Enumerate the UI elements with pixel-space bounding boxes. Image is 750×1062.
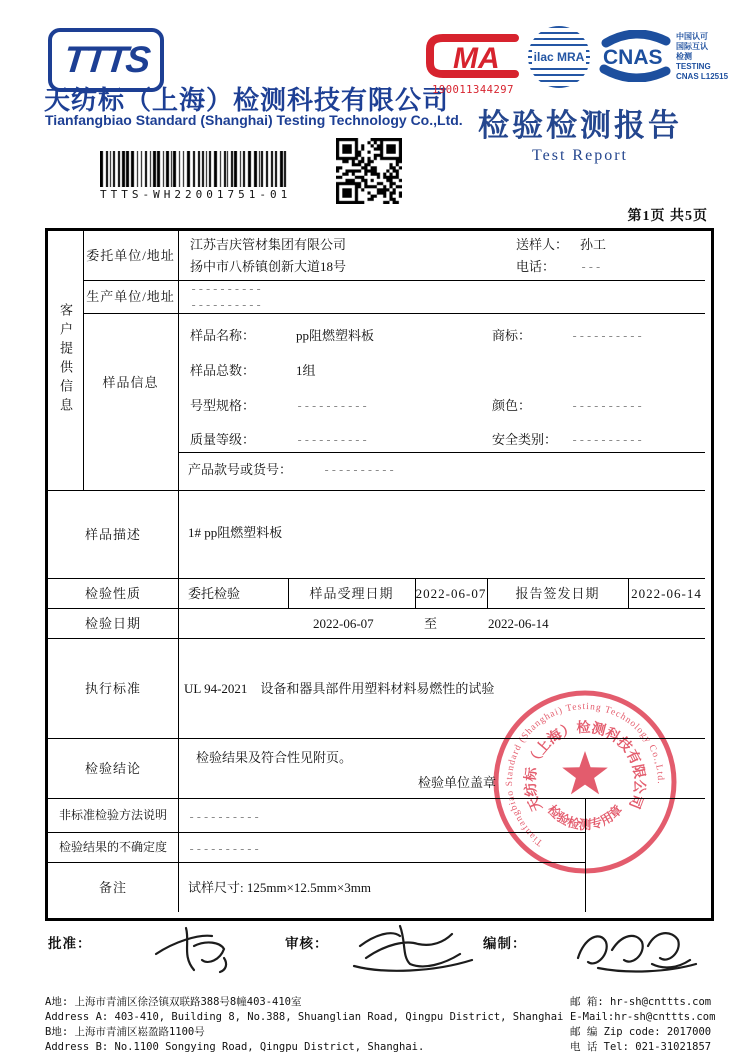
footer-tel: 电 话 Tel: 021-31021857 <box>570 1041 712 1053</box>
official-seal-stamp <box>490 687 680 877</box>
nonstandard-label: 非标准检验方法说明 <box>58 807 167 822</box>
cnas-side-line: 国际互认 <box>676 42 708 51</box>
model-value: ---------- <box>296 399 369 413</box>
grade-label: 质量等级： <box>190 432 256 447</box>
ttts-logo-text: TTTS <box>61 39 151 80</box>
remark-value: 试样尺寸: 125mm×12.5mm×3mm <box>188 880 371 895</box>
cma-accreditation-icon <box>423 30 523 84</box>
entrust-unit-label: 委托单位/地址 <box>86 248 175 263</box>
barcode-text: TTTS-WH22001751-01 <box>100 188 292 201</box>
receive-date-label: 样品受理日期 <box>309 585 394 601</box>
product-no-value: ---------- <box>323 463 396 477</box>
safety-label: 安全类别： <box>492 432 558 447</box>
prepare-signature <box>568 916 703 978</box>
producer-unit-label: 生产单位/地址 <box>86 289 175 304</box>
client-panel-vertical-label: 客户提供信息 <box>58 303 73 417</box>
inspection-date-label: 检验日期 <box>84 615 141 631</box>
model-label: 号型规格： <box>190 398 256 413</box>
trademark-value: ---------- <box>571 329 644 343</box>
safety-value: ---------- <box>571 433 644 447</box>
footer-zip: 邮 编 Zip code: 2017000 <box>570 1026 712 1038</box>
standard-value: UL 94-2021 设备和器具部件用塑料材料易燃性的试验 <box>184 681 495 696</box>
qr-code <box>336 138 402 204</box>
inspection-date-to-word: 至 <box>424 616 438 631</box>
inspection-nature-label: 检验性质 <box>84 585 141 601</box>
cnas-side-line: 中国认可 <box>676 32 708 41</box>
phone-value: --- <box>580 260 602 274</box>
phone-label: 电话： <box>516 259 556 274</box>
sample-name-label: 样品名称： <box>190 328 256 343</box>
footer-addr-b-en: Address B: No.1100 Songying Road, Qingpu District, Shanghai. <box>45 1041 425 1053</box>
producer-line1: ---------- <box>190 282 263 296</box>
cnas-side-line: 检测 <box>676 52 692 61</box>
review-signature <box>348 916 483 978</box>
standard-label: 执行标准 <box>84 680 141 696</box>
cnas-accreditation-icon <box>596 30 674 82</box>
cnas-side-line: CNAS L12515 <box>676 72 729 81</box>
entrust-unit-address: 扬中市八桥镇创新大道18号 <box>190 259 347 274</box>
ilac-mra-label: ilac MRA <box>533 50 585 64</box>
uncertainty-label: 检验结果的不确定度 <box>58 839 167 854</box>
color-label: 颜色： <box>492 398 532 413</box>
svg-text:检验检测专用章: 检验检测专用章 <box>544 802 626 833</box>
grade-value: ---------- <box>296 433 369 447</box>
footer-email-en: E-Mail:hr-sh@cnttts.com <box>570 1011 716 1023</box>
report-title <box>455 100 705 165</box>
review-label: 审核： <box>285 936 329 951</box>
svg-text:MA: MA <box>453 42 500 75</box>
company-name-cn: 天纺标（上海）检测科技有限公司 <box>44 86 450 115</box>
issue-date-value: 2022-06-14 <box>631 585 702 601</box>
nonstandard-value: ---------- <box>188 810 261 824</box>
remark-label: 备注 <box>98 879 127 895</box>
report-title-en: Test Report <box>532 147 628 164</box>
footer-addr-b-cn: B地: 上海市青浦区崧盈路1100号 <box>45 1026 205 1038</box>
company-name-en: Tianfangbiao Standard (Shanghai) Testing Technology Co.,Ltd. <box>45 112 463 128</box>
footer-addresses <box>45 995 563 1055</box>
barcode <box>100 151 288 187</box>
svg-text:天纺标（上海）检测科技有限公司: 天纺标（上海）检测科技有限公司 <box>523 720 647 814</box>
conclusion-value: 检验结果及符合性见附页。 <box>196 750 353 765</box>
sample-desc-value: 1# pp阻燃塑料板 <box>188 525 283 540</box>
sender-label: 送样人： <box>516 237 569 252</box>
svg-text:CNAS: CNAS <box>603 46 663 69</box>
trademark-label: 商标： <box>492 328 532 343</box>
receive-date-value: 2022-06-07 <box>415 585 487 601</box>
entrust-unit-name: 江苏吉庆管材集团有限公司 <box>190 237 347 252</box>
page-indicator: 第1页 共5页 <box>627 209 708 224</box>
sample-qty-value: 1组 <box>296 363 316 378</box>
inspection-date-from: 2022-06-07 <box>313 616 374 631</box>
sample-qty-label: 样品总数： <box>190 363 256 378</box>
sample-desc-label: 样品描述 <box>84 526 141 542</box>
approve-signature <box>148 918 248 976</box>
footer-email-cn: 邮 箱: hr-sh@cnttts.com <box>570 996 712 1008</box>
footer-addr-a-en: Address A: 403-410, Building 8, No.388, Shuanglian Road, Qingpu District, Shanghai <box>45 1011 564 1023</box>
footer-contacts <box>570 995 715 1055</box>
color-value: ---------- <box>571 399 644 413</box>
approve-label: 批准： <box>48 936 92 951</box>
producer-line2: ---------- <box>190 298 263 312</box>
inspection-nature-value: 委托检验 <box>188 586 241 601</box>
stamp-star-icon <box>562 751 608 794</box>
prepare-label: 编制： <box>483 936 527 951</box>
sample-info-label: 样品信息 <box>102 375 159 390</box>
cnas-side-text <box>676 32 746 82</box>
report-title-cn: 检验检测报告 <box>478 108 682 143</box>
conclusion-label: 检验结论 <box>84 760 141 776</box>
footer-addr-a-cn: A地: 上海市青浦区徐泾镇双联路388号8幢403-410室 <box>45 996 302 1008</box>
cnas-side-line: TESTING <box>676 62 711 71</box>
svg-text:Tianfangbiao Standard (Shangha: Tianfangbiao Standard (Shanghai) Testing Technology Co.,Ltd. <box>504 702 666 848</box>
inspection-date-to: 2022-06-14 <box>488 616 549 631</box>
ilac-mra-icon <box>528 26 590 88</box>
sender-value: 孙工 <box>580 237 607 252</box>
product-no-label: 产品款号或货号： <box>188 462 293 477</box>
sample-name-value: pp阻燃塑料板 <box>296 328 375 343</box>
issue-date-label: 报告签发日期 <box>515 585 600 601</box>
cma-number: 190011344297 <box>432 84 514 96</box>
uncertainty-value: ---------- <box>188 842 261 856</box>
seal-caption: 检验单位盖章 <box>418 775 497 790</box>
